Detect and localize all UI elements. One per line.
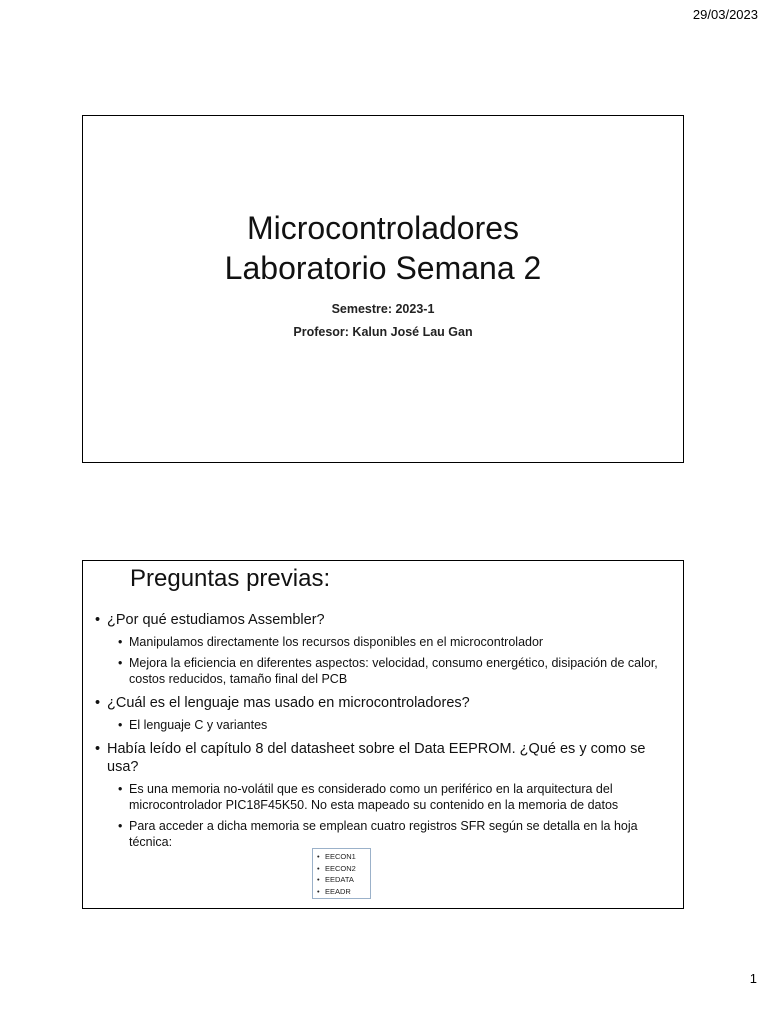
answer-2-1: • El lenguaje C y variantes [83, 717, 683, 733]
semester-text: Semestre: 2023-1 [331, 302, 435, 316]
slide-1-title [83, 208, 683, 288]
answer-1-2: • Mejora la eficiencia en diferentes aspectos: velocidad, consumo energético, disipación de calor, costos reducidos, tamaño final del PCB [83, 655, 683, 687]
print-date: 29/03/2023 [692, 7, 758, 22]
register-item: • EEDATA [317, 874, 370, 886]
question-3: • Había leído el capítulo 8 del datasheet sobre el Data EEPROM. ¿Qué es y como se usa? [83, 740, 683, 776]
professor-text: Profesor: Kalun José Lau Gan [293, 325, 473, 339]
register-item: • EEADR [317, 886, 370, 898]
title-line-1: Microcontroladores [246, 210, 520, 246]
slide-2-content [83, 611, 683, 850]
answer-1-1: • Manipulamos directamente los recursos disponibles en el microcontrolador [83, 634, 683, 650]
register-item: • EECON1 [317, 851, 370, 863]
answer-3-2: • Para acceder a dicha memoria se emplean cuatro registros SFR según se detalla en la hoja técnica: [83, 818, 683, 850]
slide-2-title: Preguntas previas: [130, 565, 331, 592]
question-2: • ¿Cuál es el lenguaje mas usado en microcontroladores? [83, 694, 683, 712]
title-line-2: Laboratorio Semana 2 [224, 250, 542, 286]
page-number: 1 [749, 971, 757, 986]
register-item: • EECON2 [317, 863, 370, 875]
slide-1 [82, 115, 684, 463]
answer-3-1: • Es una memoria no-volátil que es considerado como un periférico en la arquitectura del microcontrolador PIC18F45K50. No esta mapeado su contenido en la memoria de datos [83, 781, 683, 813]
question-1: • ¿Por qué estudiamos Assembler? [83, 611, 683, 629]
slide-2 [82, 560, 684, 909]
register-list-image [312, 848, 371, 899]
